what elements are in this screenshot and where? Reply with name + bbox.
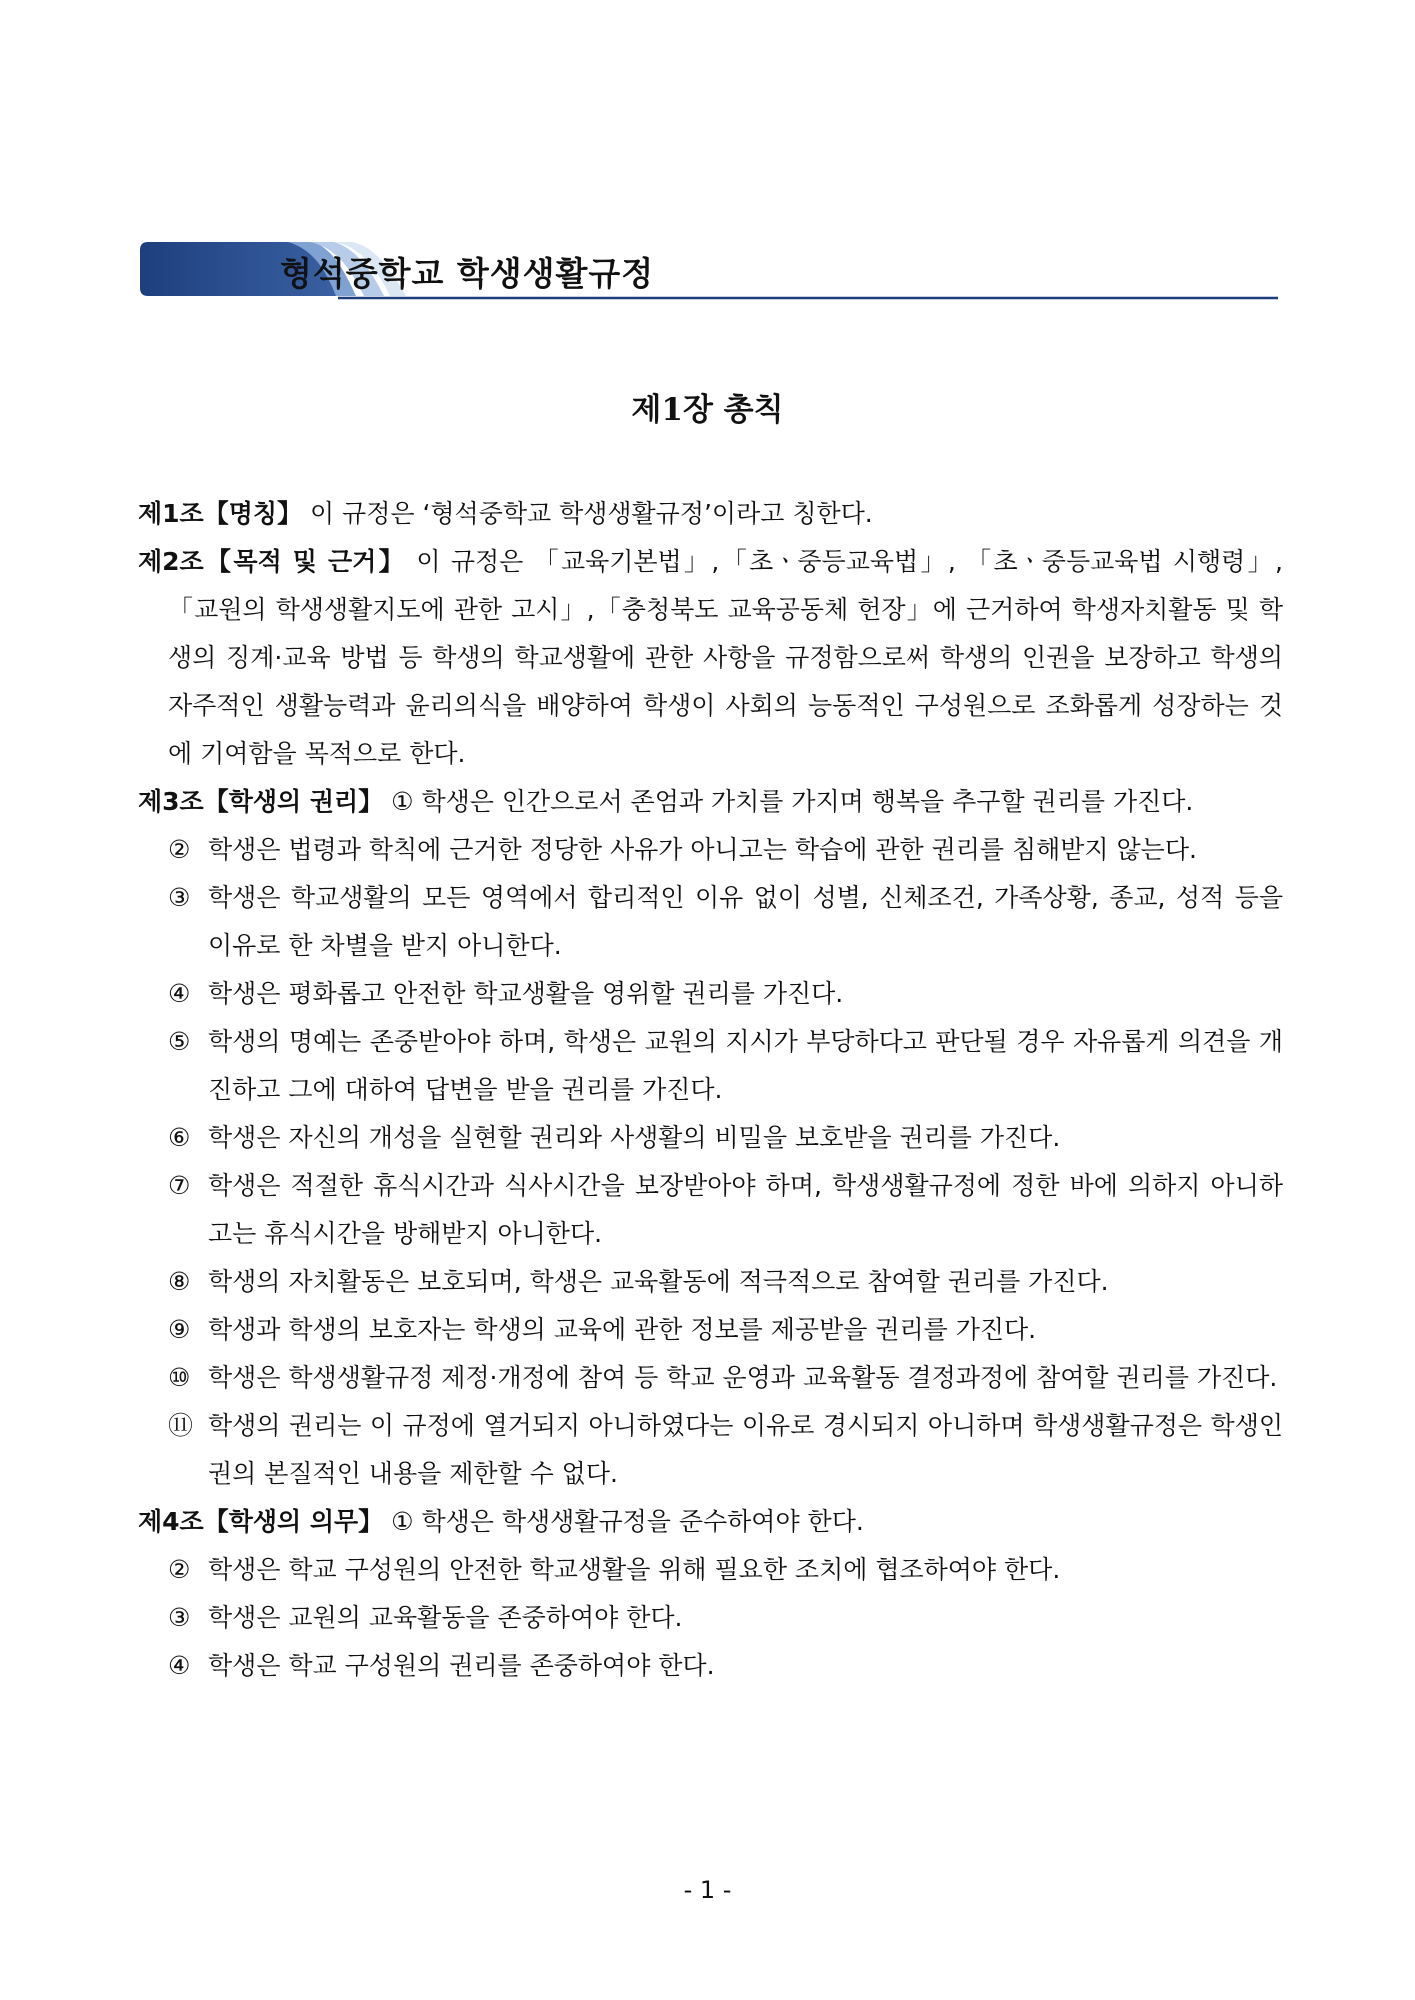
clause-text: 학생과 학생의 보호자는 학생의 교육에 관한 정보를 제공받을 권리를 가진다.: [208, 1315, 1037, 1344]
clause-item: [138, 1258, 1283, 1306]
article-1: [138, 490, 1283, 538]
clause-number: ⑦: [168, 1171, 191, 1200]
article-text: ① 학생은 인간으로서 존엄과 가치를 가지며 행복을 추구할 권리를 가진다.: [383, 787, 1194, 816]
clause-item: [138, 1114, 1283, 1162]
clause-number: ⑨: [168, 1315, 191, 1344]
clause-item: [138, 1162, 1283, 1258]
clause-number: ⑩: [168, 1363, 191, 1392]
clause-item: [138, 826, 1283, 874]
clause-number: ②: [168, 835, 191, 864]
regulation-body: [138, 490, 1283, 1690]
article-heading: 제2조【목적 및 근거】: [138, 547, 407, 576]
clause-text: 학생은 학교생활의 모든 영역에서 합리적인 이유 없이 성별, 신체조건, 가족상황, 종교, 성적 등을 이유로 한 차별을 받지 아니한다.: [208, 883, 1283, 960]
clause-text: 학생은 교원의 교육활동을 존중하여야 한다.: [208, 1603, 683, 1632]
clause-text: 학생의 명예는 존중받아야 하며, 학생은 교원의 지시가 부당하다고 판단될 경우 자유롭게 의견을 개진하고 그에 대하여 답변을 받을 권리를 가진다.: [208, 1027, 1283, 1104]
clause-number: ④: [168, 979, 191, 1008]
article-text: 이 규정은 ‘형석중학교 학생생활규정’이라고 칭한다.: [302, 499, 873, 528]
clause-item: [138, 874, 1283, 970]
clause-text: 학생의 권리는 이 규정에 열거되지 아니하였다는 이유로 경시되지 아니하며 학생생활규정은 학생인권의 본질적인 내용을 제한할 수 없다.: [208, 1411, 1283, 1488]
clause-text: 학생은 학교 구성원의 안전한 학교생활을 위해 필요한 조치에 협조하여야 한다.: [208, 1555, 1061, 1584]
clause-text: 학생은 학생생활규정 제정·개정에 참여 등 학교 운영과 교육활동 결정과정에 참여할 권리를 가진다.: [208, 1363, 1278, 1392]
clause-text: 학생은 학교 구성원의 권리를 존중하여야 한다.: [208, 1651, 715, 1680]
clause-item: [138, 1354, 1283, 1402]
article-text: ① 학생은 학생생활규정을 준수하여야 한다.: [383, 1507, 864, 1536]
article-3: [138, 778, 1283, 826]
clause-text: 학생은 적절한 휴식시간과 식사시간을 보장받아야 하며, 학생생활규정에 정한 바에 의하지 아니하고는 휴식시간을 방해받지 아니한다.: [208, 1171, 1283, 1248]
article-heading: 제3조【학생의 권리】: [138, 787, 384, 816]
article-2: [138, 538, 1283, 778]
chapter-title: 제1장 총칙: [631, 392, 784, 428]
clause-item: [138, 1402, 1283, 1498]
clause-item: [138, 1018, 1283, 1114]
article-heading: 제1조【명칭】: [138, 499, 302, 528]
clause-number: ⑤: [168, 1027, 191, 1056]
clause-text: 학생의 자치활동은 보호되며, 학생은 교육활동에 적극적으로 참여할 권리를 가진다.: [208, 1267, 1109, 1296]
article-heading: 제4조【학생의 의무】: [138, 1507, 384, 1536]
clause-text: 학생은 법령과 학칙에 근거한 정당한 사유가 아니고는 학습에 관한 권리를 침해받지 않는다.: [208, 835, 1197, 864]
clause-item: [138, 1306, 1283, 1354]
clause-number: ②: [168, 1555, 191, 1584]
article-text: 이 규정은 「교육기본법」,「초ㆍ중등교육법」, 「초ㆍ중등교육법 시행령」, 「교원의 학생생활지도에 관한 고시」,「충청북도 교육공동체 헌장」에 근거하여 학생자치활동 및 학생의 징계·교육 방법 등 학생의 학교생활에 관한 사항을 규정함으로써 학생의 인권을 보장하고 학생의 자주적인 생활능력과 윤리의식을 배양하여 학생이 사회의 능동적인 구성원으로 조화롭게 성장하는 것에 기여함을 목적으로 한다.: [168, 547, 1283, 768]
clause-item: [138, 970, 1283, 1018]
clause-text: 학생은 평화롭고 안전한 학교생활을 영위할 권리를 가진다.: [208, 979, 844, 1008]
clause-number: ④: [168, 1651, 191, 1680]
clause-item: [138, 1546, 1283, 1594]
clause-number: ③: [168, 1603, 191, 1632]
clause-item: [138, 1642, 1283, 1690]
clause-number: ③: [168, 883, 191, 912]
document-title: 형석중학교 학생생활규정: [280, 254, 655, 293]
clause-text: 학생은 자신의 개성을 실현할 권리와 사생활의 비밀을 보호받을 권리를 가진다.: [208, 1123, 1061, 1152]
clause-number: ⑪: [168, 1411, 194, 1440]
page-number: - 1 -: [683, 1876, 732, 1904]
article-4: [138, 1498, 1283, 1546]
clause-item: [138, 1594, 1283, 1642]
clause-number: ⑧: [168, 1267, 191, 1296]
clause-number: ⑥: [168, 1123, 191, 1152]
